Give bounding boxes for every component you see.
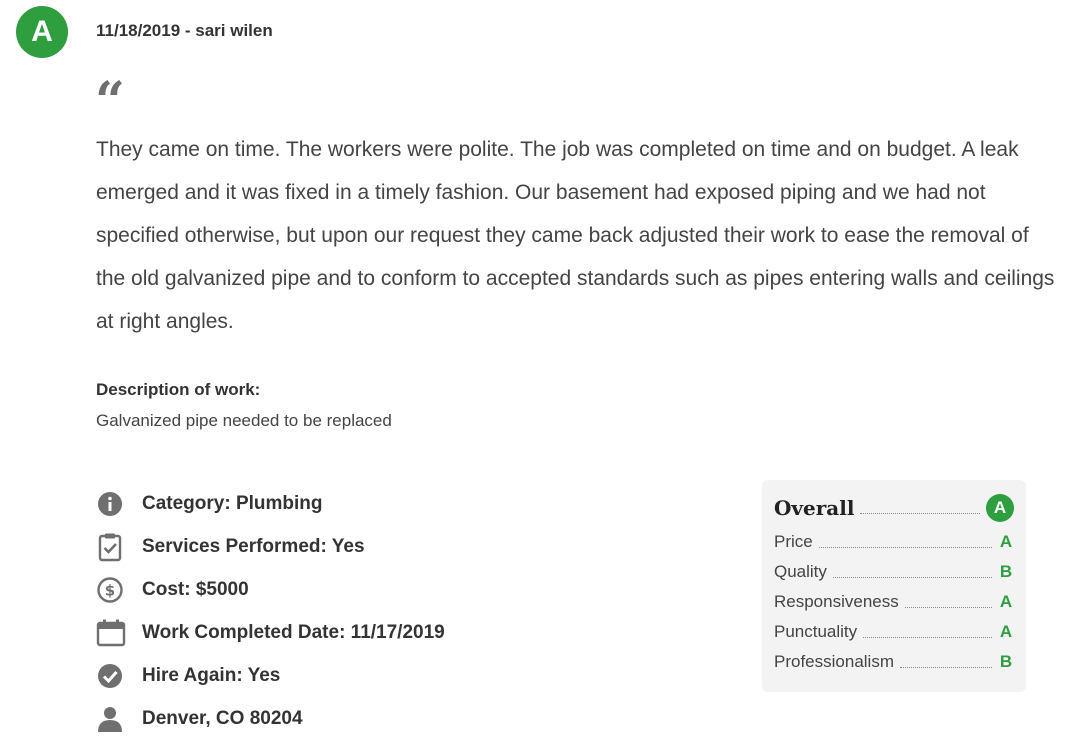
ratings-panel bbox=[762, 480, 1026, 692]
dotted-leader bbox=[819, 547, 992, 548]
rating-quality bbox=[774, 562, 1014, 582]
rating-price bbox=[774, 532, 1014, 552]
rating-overall bbox=[774, 494, 1014, 522]
review-meta: 11/18/2019 - sari wilen bbox=[96, 21, 273, 40]
rating-professionalism bbox=[774, 652, 1014, 672]
detail-hire-again-text: Hire Again: Yes bbox=[142, 664, 281, 686]
description-title: Description of work: bbox=[96, 380, 261, 399]
dotted-leader bbox=[905, 607, 992, 608]
detail-category-text: Category: Plumbing bbox=[142, 492, 323, 514]
check-circle-icon bbox=[96, 661, 130, 691]
rating-responsiveness bbox=[774, 592, 1014, 612]
dotted-leader bbox=[900, 667, 992, 668]
detail-location-text: Denver, CO 80204 bbox=[142, 707, 303, 729]
detail-services bbox=[96, 525, 445, 568]
quote-icon: “ bbox=[95, 76, 125, 116]
detail-completed-date-text: Work Completed Date: 11/17/2019 bbox=[142, 621, 445, 643]
detail-hire-again bbox=[96, 654, 445, 697]
rating-label: Professionalism bbox=[774, 652, 894, 671]
rating-label: Quality bbox=[774, 562, 827, 581]
person-icon bbox=[96, 704, 130, 734]
detail-cost-text: Cost: $5000 bbox=[142, 578, 249, 600]
rating-grade: B bbox=[999, 562, 1013, 581]
review-text: They came on time. The workers were polite. The job was completed on time and on budget. A leak emerged and it was fixed in a timely fashion. Our basement had exposed piping and we had not specified otherwise, but upon our request they came back adjusted their work to ease the removal of the old galvanized pipe and to conform to accepted standards such as pipes entering walls and ceilings at right angles. bbox=[96, 138, 1055, 333]
rating-overall-grade: A bbox=[986, 494, 1014, 522]
detail-cost bbox=[96, 568, 445, 611]
grade-avatar: A bbox=[16, 6, 68, 58]
detail-services-text: Services Performed: Yes bbox=[142, 535, 365, 557]
detail-category bbox=[96, 482, 445, 525]
rating-grade: A bbox=[999, 592, 1013, 611]
dotted-leader bbox=[860, 513, 980, 514]
calendar-icon bbox=[96, 618, 130, 648]
dotted-leader bbox=[863, 637, 992, 638]
dollar-icon bbox=[96, 575, 130, 605]
clipboard-check-icon bbox=[96, 532, 130, 562]
rating-grade: A bbox=[999, 532, 1013, 551]
rating-overall-label: Overall bbox=[774, 496, 855, 520]
rating-grade: B bbox=[999, 652, 1013, 671]
detail-completed-date bbox=[96, 611, 445, 654]
description-body: Galvanized pipe needed to be replaced bbox=[96, 411, 392, 430]
rating-grade: A bbox=[999, 622, 1013, 641]
rating-label: Price bbox=[774, 532, 813, 551]
info-icon bbox=[96, 489, 130, 519]
dotted-leader bbox=[833, 577, 992, 578]
rating-punctuality bbox=[774, 622, 1014, 642]
review-details bbox=[96, 482, 445, 740]
svg-text:$: $ bbox=[104, 581, 116, 599]
rating-label: Responsiveness bbox=[774, 592, 899, 611]
rating-label: Punctuality bbox=[774, 622, 858, 641]
detail-location bbox=[96, 697, 445, 740]
